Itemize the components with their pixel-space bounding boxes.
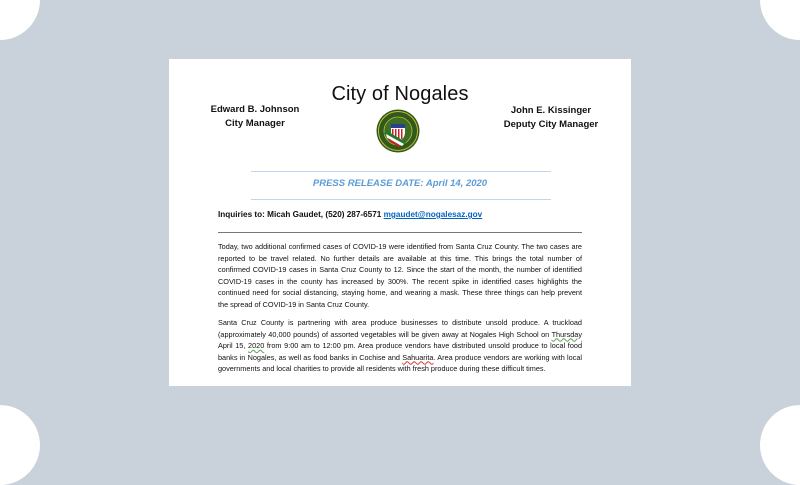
press-release-page [169, 59, 631, 386]
city-manager-block [199, 103, 311, 131]
document-title: City of Nogales [331, 83, 469, 105]
deputy-city-manager-role: Deputy City Manager [503, 119, 599, 130]
paragraph-produce-distribution [218, 317, 582, 375]
grammar-flagged-word: Thursday [551, 329, 582, 339]
paragraph-text: . Area produce vendors are working with local governments and local charities to provide all residents with fresh produce during these difficult times. [218, 352, 583, 373]
inquiries-label: Inquiries to: Micah Gaudet, (520) 287-6571 [218, 210, 382, 219]
deputy-city-manager-block [491, 104, 611, 132]
city-manager-name: Edward B. Johnson [210, 104, 300, 115]
press-date-top-rule [251, 171, 551, 172]
paragraph-text: from 9:00 am to 12:00 pm. Area produce vendors have distributed unsold produce to local food banks in Nogales, as well as food banks in Cochise and [218, 341, 582, 362]
decorative-corner-bottom-right [760, 405, 800, 485]
inquiries-line [218, 210, 482, 219]
decorative-corner-top-right [760, 0, 800, 40]
press-date-bottom-rule [251, 199, 551, 200]
spelling-flagged-word: Sahuarita [402, 352, 434, 362]
press-release-date: PRESS RELEASE DATE: April 14, 2020 [312, 178, 488, 189]
inquiries-email-link[interactable]: mgaudet@nogalesaz.gov [383, 210, 483, 219]
paragraph-text: Santa Cruz County is partnering with area produce businesses to distribute unsold produce. A truckload (approximately 40,000 pounds) of assorted vegetables will be given away at Nogales High School on [218, 318, 582, 339]
decorative-corner-top-left [0, 0, 40, 40]
header-divider [218, 232, 582, 233]
deputy-city-manager-name: John E. Kissinger [510, 105, 592, 116]
city-seal-icon [376, 109, 420, 153]
paragraph-text: April 15, [218, 341, 249, 350]
decorative-corner-bottom-left [0, 405, 40, 485]
city-manager-role: City Manager [225, 118, 285, 129]
paragraph-covid-cases: Today, two additional confirmed cases of COVID-19 were identified from Santa Cruz County. The two cases are reported to be travel related. No further details are available at this time. This brings the total number of confirmed COVID-19 cases in Santa Cruz County to 12. Since the start of the month, the number of identified COVID-19 cases in the county has increased by 300%. The recent spike in identified cases highlights the continued need for social distancing, staying home, and wearing a mask. These three things can help prevent the spread of COVID-19 in Santa Cruz County. [218, 242, 582, 309]
grammar-flagged-word: 2020 [248, 341, 265, 350]
